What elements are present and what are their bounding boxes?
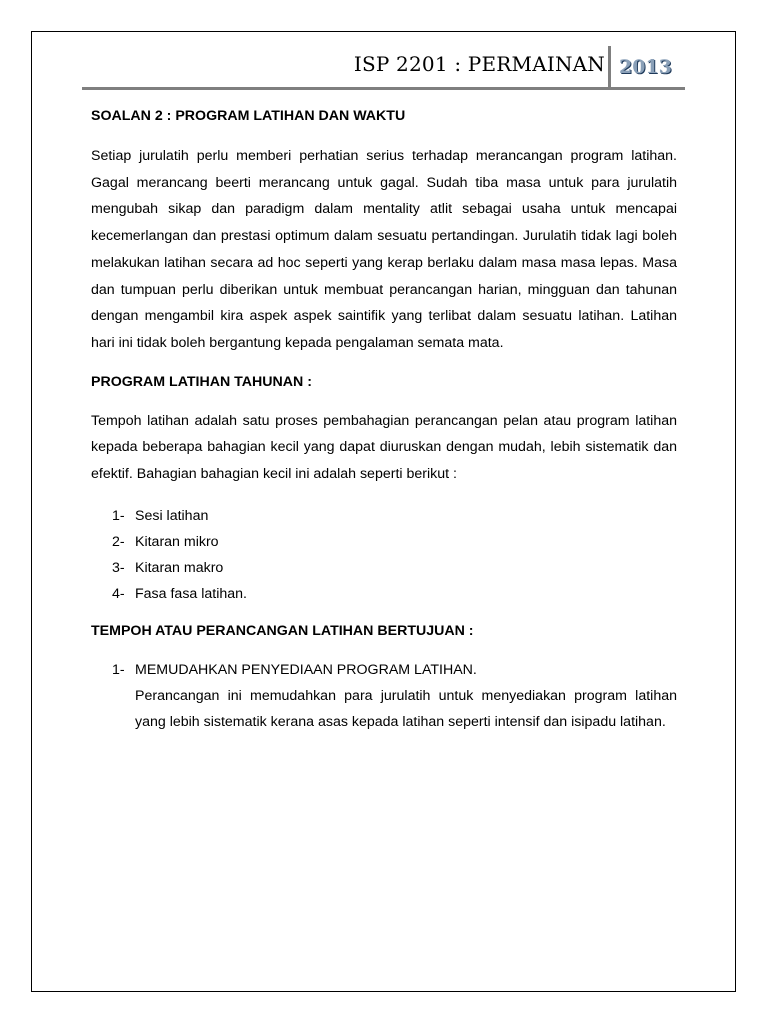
list-item-text: Fasa fasa latihan. (135, 586, 247, 603)
list-item-number: 2- (112, 533, 125, 550)
list-item (112, 529, 677, 555)
training-divisions-list (91, 503, 677, 608)
header-year: 2013 (619, 56, 672, 78)
header-rule (82, 87, 685, 90)
objective-title: MEMUDAHKAN PENYEDIAAN PROGRAM LATIHAN. (135, 661, 477, 678)
annual-program-paragraph: Tempoh latihan adalah satu proses pembahagian perancangan pelan atau program latihan kepada beberapa bahagian kecil yang dapat diuruskan dengan mudah, lebih sistematik dan efektif. Bahagian bahagian kecil ini adalah seperti berikut : (91, 412, 677, 483)
objective-item (112, 657, 677, 737)
section-heading-annual-program: PROGRAM LATIHAN TAHUNAN : (91, 373, 312, 390)
list-item (112, 555, 677, 581)
list-item (112, 503, 677, 529)
list-item-text: Kitaran makro (135, 560, 224, 577)
section-heading-objectives: TEMPOH ATAU PERANCANGAN LATIHAN BERTUJUAN : (91, 622, 474, 639)
section-heading-question: SOALAN 2 : PROGRAM LATIHAN DAN WAKTU (91, 108, 406, 124)
header-title: ISP 2201 : PERMAINAN (353, 52, 605, 76)
objective-number: 1- (112, 661, 125, 678)
document-body (91, 103, 677, 736)
page-header (82, 46, 685, 88)
list-item-number: 3- (112, 560, 125, 577)
list-item-number: 4- (112, 586, 125, 603)
objective-description: Perancangan ini memudahkan para jurulatih untuk menyediakan program latihan yang lebih sistematik kerana asas kepada latihan seperti intensif dan isipadu latihan. (135, 687, 677, 731)
header-divider (608, 46, 611, 88)
list-item-text: Sesi latihan (135, 507, 209, 524)
intro-paragraph: Setiap jurulatih perlu memberi perhatian serius terhadap merancangan program latihan. Gagal merancang beerti merancang untuk gagal. Sudah tiba masa untuk para jurulatih mengubah sikap dan paradigm dalam mentality atlit sebagai usaha untuk mencapai kecemerlangan dan prestasi optimum dalam sesuatu pertandingan. Jurulatih tidak lagi boleh melakukan latihan secara ad hoc seperti yang kerap berlaku dalam masa masa lepas. Masa dan tumpuan perlu diberikan untuk membuat perancangan harian, mingguan dan tahunan dengan mengambil kira aspek aspek saintifik yang terlibat dalam sesuatu latihan. Latihan hari ini tidak boleh bergantung kepada pengalaman semata mata. (91, 148, 677, 351)
list-item-text: Kitaran mikro (135, 533, 219, 550)
list-item (112, 581, 677, 607)
list-item-number: 1- (112, 507, 125, 524)
objectives-list (91, 657, 677, 737)
